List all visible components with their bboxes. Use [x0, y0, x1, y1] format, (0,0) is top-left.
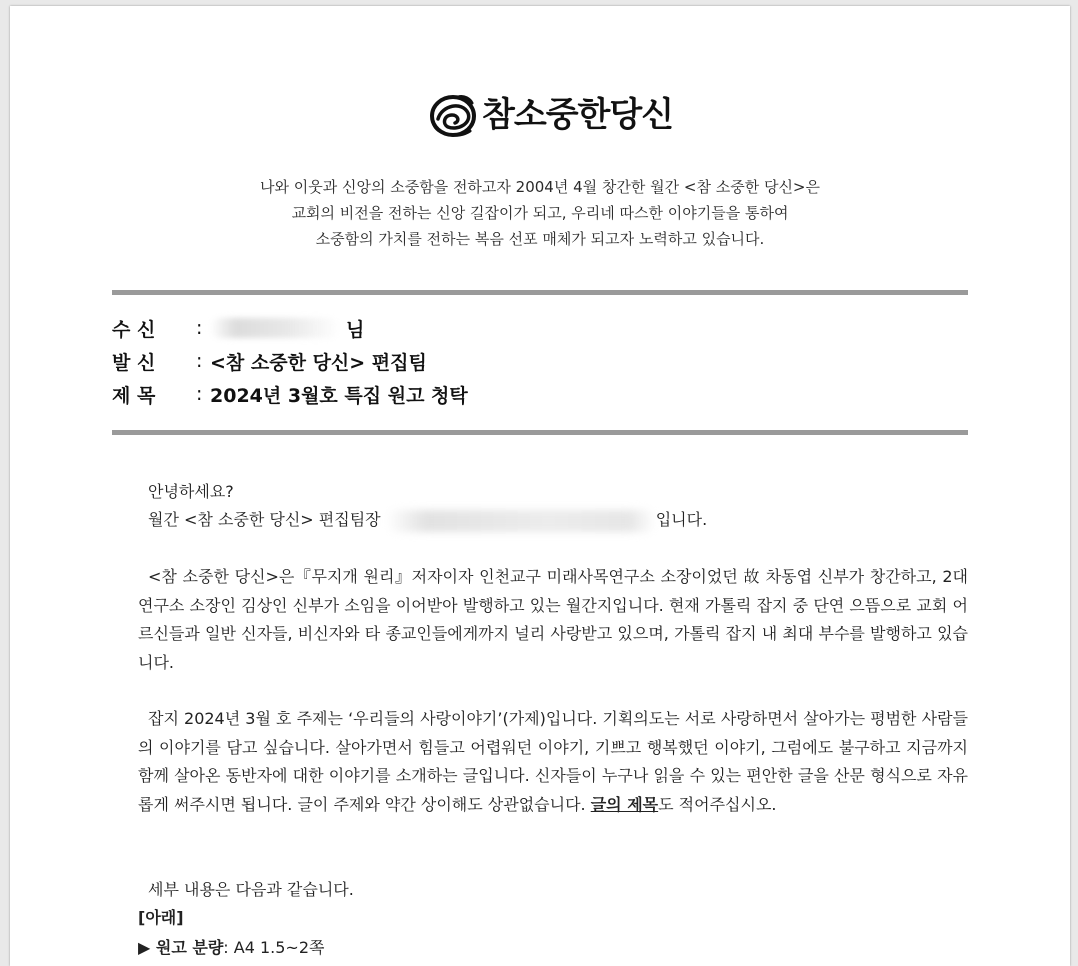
subject-value: 2024년 3월호 특집 원고 청탁: [210, 384, 468, 407]
intro-paragraph: [10, 174, 1070, 252]
manuscript-length-item: [138, 934, 968, 963]
details-intro-line: 세부 내용은 다음과 같습니다.: [148, 880, 354, 899]
manuscript-length-value: : A4 1.5~2쪽: [223, 938, 325, 957]
swirl-emblem-icon: [428, 91, 478, 139]
header-top-divider: [112, 290, 968, 295]
document-page: [10, 6, 1070, 966]
subject-colon: :: [196, 383, 203, 405]
recipient-colon: :: [196, 317, 203, 339]
below-label: [아래]: [138, 908, 184, 927]
redacted-recipient-name: [210, 318, 340, 338]
magazine-logo: [428, 90, 673, 140]
sender-value: <참 소중한 당신> 편집팀: [210, 351, 427, 374]
recipient-row: [112, 312, 364, 344]
subject-label: 제 목: [112, 384, 156, 407]
recipient-suffix: 님: [346, 318, 365, 341]
theme-paragraph: [138, 705, 968, 819]
logo-wordmark: 참소중한당신: [482, 95, 674, 135]
header-bottom-divider: [112, 430, 968, 435]
redacted-editor-name: [386, 510, 656, 532]
theme-paragraph-main: 잡지 2024년 3월 호 주제는 ‘우리들의 사랑이야기’(가제)입니다. 기획의도는 서로 사랑하면서 살아가는 평범한 사람들의 이야기를 담고 싶습니다. 살아가면서 힘들고 어렵워던 이야기, 기쁘고 행복했던 이야기, 그럼에도 불구하고 지금까지 함께 살아온 동반자에 대한 이야기를 소개하는 글입니다. 신자들이 누구나 읽을 수 있는 편안한 글을 산문 형식으로 자유롭게 써주시면 됩니다. 글이 주제와 약간 상이해도 상관없습니다.: [138, 709, 968, 814]
subject-row: [112, 378, 468, 410]
recipient-label: 수 신: [112, 318, 156, 341]
editor-intro-line: [148, 506, 978, 535]
greeting-line: 안녕하세요?: [148, 482, 234, 501]
intro-line-1: 나와 이웃과 신앙의 소중함을 전하고자 2004년 4월 창간한 월간 <참 소중한 당신>은: [259, 178, 820, 196]
editor-intro-prefix: 월간 <참 소중한 당신> 편집팀장: [148, 510, 386, 529]
editor-intro-suffix: 입니다.: [655, 510, 708, 529]
sender-row: [112, 345, 427, 377]
sender-colon: :: [196, 350, 203, 372]
title-emphasis: 글의 제목: [590, 794, 659, 814]
magazine-description-paragraph: <참 소중한 당신>은『무지개 원리』저자이자 인천교구 미래사목연구소 소장이었던 故 차동엽 신부가 창간하고, 2대 연구소 소장인 김상인 신부가 소임을 이어받아 발행하고 있는 월간지입니다. 현재 가톨릭 잡지 중 단연 으뜸으로 교회 어르신들과 일반 신자들, 비신자와 타 종교인들에게까지 널리 사랑받고 있으며, 가톨릭 잡지 내 최대 부수를 발행하고 있습니다.: [138, 567, 968, 672]
sender-label: 발 신: [112, 351, 156, 374]
intro-line-2: 교회의 비전을 전하는 신앙 길잡이가 되고, 우리네 따스한 이야기들을 통하여: [291, 204, 789, 222]
intro-line-3: 소중함의 가치를 전하는 복음 선포 매체가 되고자 노력하고 있습니다.: [315, 230, 765, 248]
theme-paragraph-tail: 도 적어주십시오.: [658, 794, 777, 814]
manuscript-length-label: ▶ 원고 분량: [138, 938, 224, 957]
